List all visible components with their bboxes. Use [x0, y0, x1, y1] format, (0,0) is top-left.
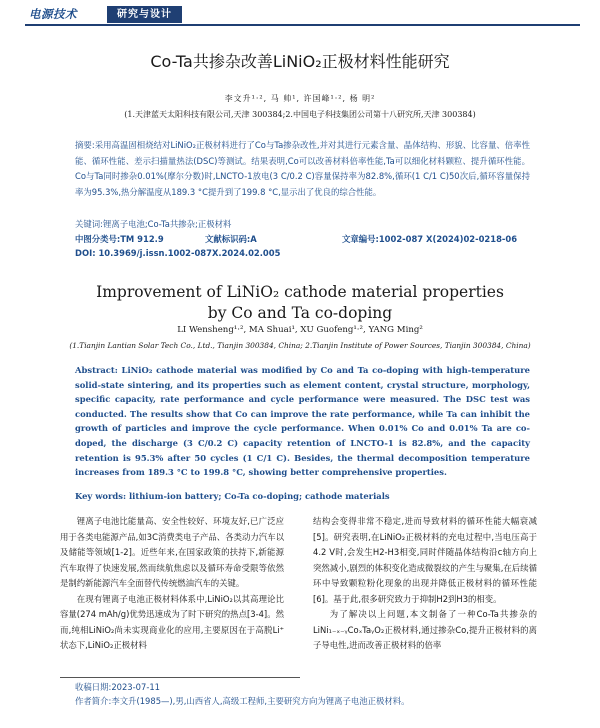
english-authors: LI Wensheng¹·², MA Shuai¹, XU Guofeng¹·², YANG Ming² [177, 325, 423, 335]
clc-number: 中图分类号:TM 912.9 [75, 234, 164, 244]
chinese-affiliations: (1.天津蓝天太阳科技有限公司,天津 300384;2.中国电子科技集团公司第十八研究所,天津 300384) [124, 110, 476, 119]
received-date: 收稿日期:2023-07-11 [75, 682, 160, 692]
body-right-column [313, 514, 537, 654]
body-paragraph: 结构会变得非常不稳定,进而导致材料的循环性能大幅衰减[5]。研究表明,在LiNiO₂正极材料的充电过程中,当电压高于4.2 V时,会发生H2-H3相变,同时伴随晶体结构沿c轴方向上突然减小,剧烈的体积变化造成微裂纹的产生与聚集,在后续循环中导致颗粒粉化现象的出现并降低正极材料的循环性能[6]。基于此,很多研究致力于抑制H2到H3的相变。 [313, 516, 537, 604]
article-number: 文章编号:1002-087 X(2024)02-0218-06 [342, 234, 518, 244]
english-title-line2: by Co and Ta co-doping [207, 304, 393, 322]
body-paragraph: 锂离子电池比能量高、安全性较好、环境友好,已广泛应用于各类电能源产品,如3C消费类电子产品、各类动力汽车以及储能等领域[1-2]。近些年来,在国家政策的扶持下,新能源汽车取得了快速发展,然而续航焦虑以及循环寿命受限等依然是制约新能源汽车全面替代传统燃油汽车的关键。 [60, 516, 284, 588]
body-paragraph: 在现有锂离子电池正极材料体系中,LiNiO₂以其高理论比容量(274 mAh/g)优势迅速成为了时下研究的热点[3-4]。然而,纯相LiNiO₂尚未实现商业化的应用,主要原因在于高脱Li⁺状态下,LiNiO₂正极材料 [60, 593, 284, 650]
document-code: 文献标识码:A [205, 234, 257, 244]
chinese-keywords: 关键词:锂离子电池;Co-Ta共掺杂;正极材料 [75, 219, 232, 229]
body-paragraph: 为了解决以上问题,本文制备了一种Co-Ta共掺杂的LiNi₁₋ₓ₋ᵧCoₓTaᵧO₂正极材料,通过掺杂Co,提升正极材料的离子导电性,进而改善正极材料的倍率 [313, 609, 537, 650]
body-left-column [60, 514, 284, 654]
footnote-rule [60, 677, 300, 678]
english-affiliations: (1.Tianjin Lantian Solar Tech Co., Ltd., Tianjin 300384, China; 2.Tianjin Institute of Power Sources, Tianjin 300384, China) [69, 341, 531, 350]
column-name: 研究与设计 [107, 6, 182, 23]
chinese-authors: 李文升¹·², 马 帅¹, 许国峰¹·², 杨 明² [224, 94, 376, 103]
author-bio: 作者简介:李文升(1985—),男,山西省人,高级工程师,主要研究方向为锂离子电池正极材料。 [75, 696, 410, 706]
header-rule [25, 24, 580, 26]
chinese-abstract: 摘要:采用高温固相烧结对LiNiO₂正极材料进行了Co与Ta掺杂改性,并对其进行元素含量、晶体结构、形貌、比容量、倍率性能、循环性能、差示扫描量热法(DSC)等测试。结果表明,Co可以改善材料倍率性能,Ta可以细化材料颗粒、提升循环性能。Co与Ta同时掺杂0.01%(摩尔分数)时,LNCTO-1放电(3 C/0.2 C)容量保持率为82.8%,循环(1 C/1 C)50次后,循环容量保持率为95.3%,热分解温度从189.3 °C提升到了199.8 °C,显示出了优良的综合性能。 [75, 140, 530, 197]
doi: DOI: 10.3969/j.issn.1002-087X.2024.02.005 [75, 248, 281, 258]
journal-name: 电源技术 [29, 7, 77, 21]
english-keywords: Key words: lithium-ion battery; Co-Ta co-doping; cathode materials [75, 491, 390, 501]
journal-header [25, 6, 580, 23]
english-title-line1: Improvement of LiNiO₂ cathode material properties [96, 283, 504, 301]
english-abstract: Abstract: LiNiO₂ cathode material was modified by Co and Ta co-doping with high-temperature solid-state sintering, and its properties such as element content, crystal structure, morphology, specific capacity, rate performance and cycle performance were measured. The DSC test was conducted. The results show that Co can improve the rate performance, while Ta can inhibit the growth of particles and improve the cycle performance. When 0.01% Co and 0.01% Ta are co-doped, the discharge (3 C/0.2 C) capacity retention of LNCTO-1 is 82.8%, and the capacity retention is 95.3% after 50 cycles (1 C/1 C). Besides, the thermal decomposition temperature increases from 189.3 °C to 199.8 °C, showing better comprehensive properties. [75, 365, 530, 478]
english-title [0, 282, 600, 324]
chinese-title: Co-Ta共掺杂改善LiNiO₂正极材料性能研究 [150, 52, 450, 71]
